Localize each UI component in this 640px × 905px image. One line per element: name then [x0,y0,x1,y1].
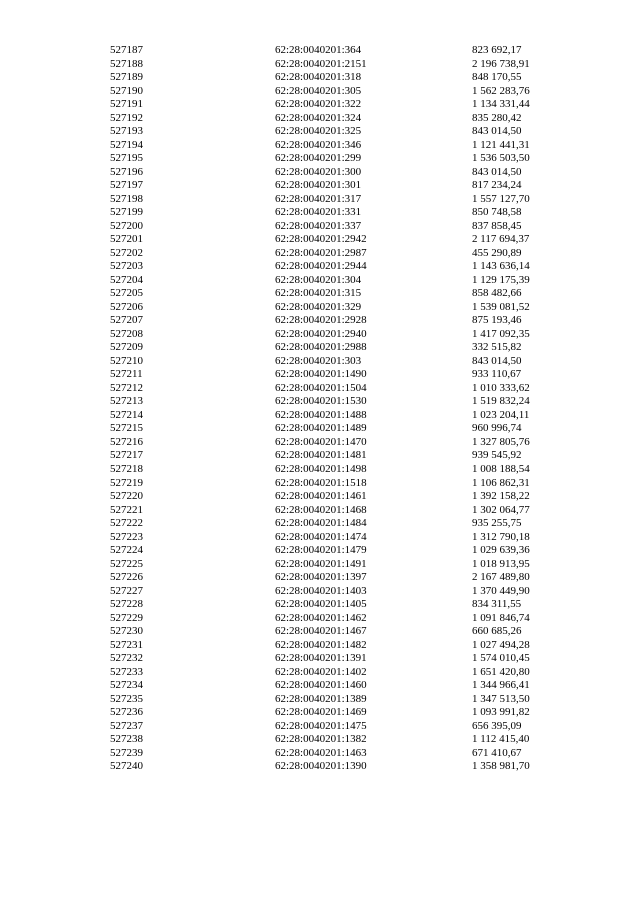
record-number-cell: 527211 [110,368,143,381]
cadastral-number-cell: 62:28:0040201:337 [275,219,362,232]
cadastral-number-cell: 62:28:0040201:2944 [275,260,367,273]
cadastral-number-cell: 62:28:0040201:301 [275,179,362,192]
record-number-cell: 527222 [110,517,143,530]
cadastral-number-cell: 62:28:0040201:2928 [275,314,367,327]
cadastral-number-cell: 62:28:0040201:2151 [275,57,367,70]
value-cell: 332 515,82 [472,341,522,354]
record-number-cell: 527224 [110,544,143,557]
table-row [110,220,572,234]
record-number-cell: 527194 [110,138,143,151]
cadastral-number-cell: 62:28:0040201:1491 [275,557,367,570]
record-number-cell: 527223 [110,530,143,543]
table-row [110,382,572,396]
cadastral-number-cell: 62:28:0040201:1498 [275,462,367,475]
record-number-cell: 527187 [110,44,143,56]
record-number-cell: 527207 [110,314,143,327]
value-cell: 1 574 010,45 [472,652,530,665]
value-cell: 1 519 832,24 [472,395,530,408]
value-cell: 875 193,46 [472,314,522,327]
cadastral-number-cell: 62:28:0040201:324 [275,111,362,124]
cadastral-number-cell: 62:28:0040201:1470 [275,435,367,448]
value-cell: 2 196 738,91 [472,57,530,70]
record-number-cell: 527237 [110,719,143,732]
record-number-cell: 527204 [110,273,143,286]
value-cell: 848 170,55 [472,71,522,84]
table-row [110,409,572,423]
table-row [110,233,572,247]
table-row [110,477,572,491]
record-number-cell: 527192 [110,111,143,124]
table-row [110,652,572,666]
cadastral-number-cell: 62:28:0040201:322 [275,98,362,111]
cadastral-number-cell: 62:28:0040201:2940 [275,327,367,340]
record-number-cell: 527203 [110,260,143,273]
table-row [110,747,572,761]
table-row [110,706,572,720]
record-number-cell: 527226 [110,571,143,584]
cadastral-number-cell: 62:28:0040201:1479 [275,544,367,557]
record-number-cell: 527189 [110,71,143,84]
table-row [110,720,572,734]
value-cell: 858 482,66 [472,287,522,300]
table-row [110,85,572,99]
cadastral-number-cell: 62:28:0040201:1489 [275,422,367,435]
record-number-cell: 527232 [110,652,143,665]
value-cell: 1 417 092,35 [472,327,530,340]
value-cell: 837 858,45 [472,219,522,232]
table-body [110,44,572,774]
value-cell: 843 014,50 [472,125,522,138]
table-row [110,422,572,436]
value-cell: 843 014,50 [472,165,522,178]
table-row [110,585,572,599]
value-cell: 843 014,50 [472,354,522,367]
table-row [110,112,572,126]
table-row [110,531,572,545]
table-row [110,287,572,301]
value-cell: 1 327 805,76 [472,435,530,448]
value-cell: 1 029 639,36 [472,544,530,557]
value-cell: 817 234,24 [472,179,522,192]
record-number-cell: 527235 [110,692,143,705]
record-number-cell: 527202 [110,246,143,259]
cadastral-number-cell: 62:28:0040201:1391 [275,652,367,665]
record-number-cell: 527230 [110,625,143,638]
table-row [110,98,572,112]
cadastral-number-cell: 62:28:0040201:315 [275,287,362,300]
value-cell: 939 545,92 [472,449,522,462]
cadastral-number-cell: 62:28:0040201:1530 [275,395,367,408]
table-row [110,571,572,585]
record-number-cell: 527213 [110,395,143,408]
cadastral-number-cell: 62:28:0040201:2942 [275,233,367,246]
table-row [110,274,572,288]
table-row [110,328,572,342]
value-cell: 660 685,26 [472,625,522,638]
table-row [110,314,572,328]
table-row [110,125,572,139]
cadastral-number-cell: 62:28:0040201:304 [275,273,362,286]
record-number-cell: 527217 [110,449,143,462]
value-cell: 1 302 064,77 [472,503,530,516]
cadastral-number-cell: 62:28:0040201:1475 [275,719,367,732]
cadastral-number-cell: 62:28:0040201:346 [275,138,362,151]
record-number-cell: 527212 [110,381,143,394]
table-row [110,490,572,504]
cadastral-number-cell: 62:28:0040201:1469 [275,706,367,719]
cadastral-number-cell: 62:28:0040201:303 [275,354,362,367]
value-cell: 1 106 862,31 [472,476,530,489]
record-number-cell: 527225 [110,557,143,570]
value-cell: 1 027 494,28 [472,638,530,651]
table-row [110,179,572,193]
table-row [110,166,572,180]
table-row [110,449,572,463]
cadastral-number-cell: 62:28:0040201:318 [275,71,362,84]
value-cell: 1 651 420,80 [472,665,530,678]
value-cell: 823 692,17 [472,44,522,56]
cadastral-number-cell: 62:28:0040201:1463 [275,746,367,759]
value-cell: 1 370 449,90 [472,584,530,597]
value-cell: 1 091 846,74 [472,611,530,624]
record-number-cell: 527209 [110,341,143,354]
value-cell: 1 358 981,70 [472,760,530,773]
cadastral-number-cell: 62:28:0040201:1389 [275,692,367,705]
table-row [110,139,572,153]
value-cell: 1 134 331,44 [472,98,530,111]
value-cell: 1 312 790,18 [472,530,530,543]
cadastral-number-cell: 62:28:0040201:1397 [275,571,367,584]
value-cell: 935 255,75 [472,517,522,530]
record-number-cell: 527220 [110,490,143,503]
value-cell: 1 121 441,31 [472,138,530,151]
value-cell: 1 008 188,54 [472,462,530,475]
cadastral-number-cell: 62:28:0040201:364 [275,44,362,56]
table-row [110,679,572,693]
table-row [110,260,572,274]
cadastral-number-cell: 62:28:0040201:305 [275,84,362,97]
value-cell: 1 557 127,70 [472,192,530,205]
record-number-cell: 527228 [110,598,143,611]
record-number-cell: 527198 [110,192,143,205]
record-number-cell: 527200 [110,219,143,232]
cadastral-number-cell: 62:28:0040201:1461 [275,490,367,503]
value-cell: 1 392 158,22 [472,490,530,503]
table-row [110,544,572,558]
cadastral-number-cell: 62:28:0040201:317 [275,192,362,205]
table-row [110,152,572,166]
cadastral-number-cell: 62:28:0040201:1382 [275,733,367,746]
value-cell: 1 129 175,39 [472,273,530,286]
cadastral-number-cell: 62:28:0040201:331 [275,206,362,219]
table-row [110,612,572,626]
value-cell: 1 010 333,62 [472,381,530,394]
cadastral-number-cell: 62:28:0040201:1474 [275,530,367,543]
value-cell: 1 018 913,95 [472,557,530,570]
cadastral-number-cell: 62:28:0040201:1462 [275,611,367,624]
value-cell: 1 536 503,50 [472,152,530,165]
cadastral-number-cell: 62:28:0040201:1468 [275,503,367,516]
table-row [110,71,572,85]
table-row [110,206,572,220]
value-cell: 1 347 513,50 [472,692,530,705]
record-number-cell: 527231 [110,638,143,651]
value-cell: 2 167 489,80 [472,571,530,584]
record-number-cell: 527196 [110,165,143,178]
cadastral-number-cell: 62:28:0040201:2987 [275,246,367,259]
cadastral-number-cell: 62:28:0040201:1402 [275,665,367,678]
table-row [110,733,572,747]
record-number-cell: 527215 [110,422,143,435]
value-cell: 1 112 415,40 [472,733,530,746]
value-cell: 2 117 694,37 [472,233,530,246]
table-row [110,625,572,639]
table-row [110,341,572,355]
cadastral-number-cell: 62:28:0040201:1405 [275,598,367,611]
value-cell: 455 290,89 [472,246,522,259]
cadastral-number-cell: 62:28:0040201:299 [275,152,362,165]
record-number-cell: 527221 [110,503,143,516]
value-cell: 1 023 204,11 [472,408,530,421]
record-number-cell: 527206 [110,300,143,313]
record-number-cell: 527234 [110,679,143,692]
record-number-cell: 527240 [110,760,143,773]
record-number-cell: 527205 [110,287,143,300]
value-cell: 960 996,74 [472,422,522,435]
value-cell: 850 748,58 [472,206,522,219]
table-row [110,368,572,382]
cadastral-number-cell: 62:28:0040201:1467 [275,625,367,638]
cadastral-number-cell: 62:28:0040201:1488 [275,408,367,421]
record-number-cell: 527236 [110,706,143,719]
cadastral-number-cell: 62:28:0040201:1482 [275,638,367,651]
record-number-cell: 527233 [110,665,143,678]
value-cell: 1 143 636,14 [472,260,530,273]
cadastral-number-cell: 62:28:0040201:1504 [275,381,367,394]
record-number-cell: 527227 [110,584,143,597]
table-row [110,355,572,369]
value-cell: 1 539 081,52 [472,300,530,313]
table-row [110,58,572,72]
data-table [110,44,572,774]
cadastral-number-cell: 62:28:0040201:1460 [275,679,367,692]
record-number-cell: 527219 [110,476,143,489]
cadastral-number-cell: 62:28:0040201:1484 [275,517,367,530]
cadastral-number-cell: 62:28:0040201:1518 [275,476,367,489]
record-number-cell: 527210 [110,354,143,367]
cadastral-number-cell: 62:28:0040201:329 [275,300,362,313]
record-number-cell: 527190 [110,84,143,97]
table-row [110,463,572,477]
record-number-cell: 527238 [110,733,143,746]
cadastral-number-cell: 62:28:0040201:1403 [275,584,367,597]
record-number-cell: 527208 [110,327,143,340]
record-number-cell: 527218 [110,462,143,475]
record-number-cell: 527188 [110,57,143,70]
cadastral-number-cell: 62:28:0040201:325 [275,125,362,138]
table-row [110,666,572,680]
table-row [110,436,572,450]
table-row [110,247,572,261]
value-cell: 835 280,42 [472,111,522,124]
cadastral-number-cell: 62:28:0040201:1390 [275,760,367,773]
value-cell: 1 344 966,41 [472,679,530,692]
value-cell: 656 395,09 [472,719,522,732]
record-number-cell: 527229 [110,611,143,624]
value-cell: 1 562 283,76 [472,84,530,97]
table-row [110,760,572,774]
table-row [110,517,572,531]
record-number-cell: 527239 [110,746,143,759]
record-number-cell: 527191 [110,98,143,111]
record-number-cell: 527193 [110,125,143,138]
value-cell: 834 311,55 [472,598,522,611]
table-row [110,639,572,653]
table-row [110,301,572,315]
cadastral-number-cell: 62:28:0040201:300 [275,165,362,178]
record-number-cell: 527201 [110,233,143,246]
table-row [110,558,572,572]
table-row [110,395,572,409]
table-row [110,193,572,207]
record-number-cell: 527195 [110,152,143,165]
value-cell: 933 110,67 [472,368,522,381]
cadastral-number-cell: 62:28:0040201:1490 [275,368,367,381]
record-number-cell: 527214 [110,408,143,421]
record-number-cell: 527199 [110,206,143,219]
record-number-cell: 527197 [110,179,143,192]
table-row [110,44,572,58]
record-number-cell: 527216 [110,435,143,448]
value-cell: 671 410,67 [472,746,522,759]
cadastral-number-cell: 62:28:0040201:2988 [275,341,367,354]
value-cell: 1 093 991,82 [472,706,530,719]
table-row [110,598,572,612]
table-row [110,693,572,707]
table-row [110,504,572,518]
cadastral-number-cell: 62:28:0040201:1481 [275,449,367,462]
